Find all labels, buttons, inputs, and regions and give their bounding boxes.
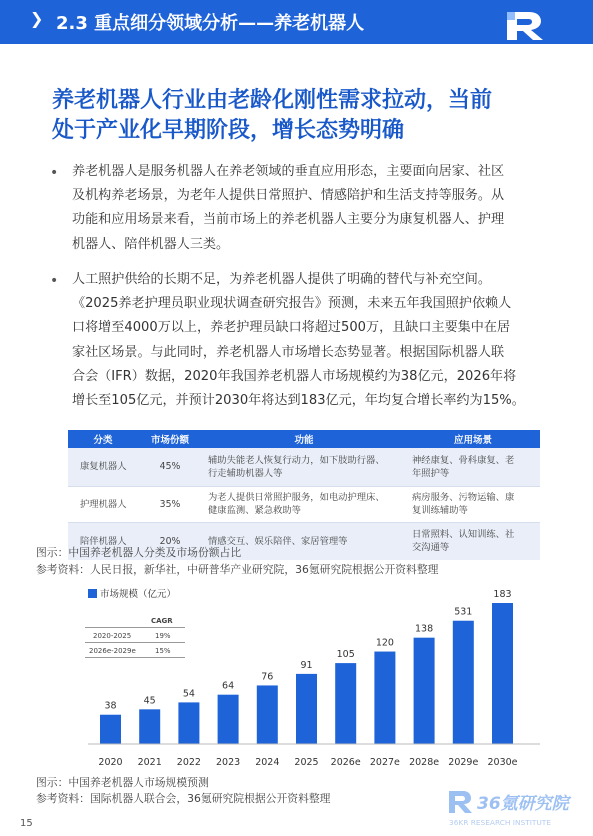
table-cell-scene [406,522,540,560]
table-header-category: 分类 [68,430,138,448]
paragraph-line: 家社区场景。与此同时，养老机器人市场增长态势显著。根据国际机器人联 [72,344,505,360]
bar-2020 [100,715,121,744]
bar-value-label: 105 [336,649,355,661]
x-tick-label: 2020 [98,757,123,768]
table-cell-function [202,486,406,522]
paragraph-2 [72,268,546,413]
paragraph-line: 机器人、陪伴机器人三类。 [72,236,230,252]
paragraph-line: 增长至105亿元，并预计2030年将达到183亿元，年均复合增长率约为15%。 [72,393,525,409]
cagr-row [85,643,185,658]
bar-2022 [178,702,199,744]
cagr-period: 2020-2025 [93,632,132,640]
table-header-function: 功能 [202,430,406,448]
cagr-header: CAGR [151,617,173,625]
table-cell-share: 45% [138,448,202,486]
paragraph-line: 功能和应用场景来看，当前市场上的养老机器人主要分为康复机器人、护理 [72,212,505,228]
bar-2027e [374,652,395,744]
cagr-header-row [85,613,185,628]
table-header-share: 市场份额 [138,430,202,448]
table-row [68,448,540,486]
cell-line: 神经康复、骨科康复、老 [412,454,515,466]
cagr-table [85,613,185,658]
headline-line-1: 养老机器人行业由老龄化刚性需求拉动，当前 [52,88,493,113]
bar-2026e [335,663,356,744]
chevron-right-icon: ❯ [30,9,44,28]
table-header-scene: 应用场景 [406,430,540,448]
robot-category-table [68,430,540,560]
paragraph-line: 及机构养老场景，为老年人提供日常照护、情感陪护和生活支持等服务。从 [72,188,505,204]
bar-2025 [296,674,317,744]
cell-line: 年照护等 [412,467,450,479]
paragraph-line: 《2025养老护理员职业现状调查研究报告》预测，未来五年我国照护依赖人 [72,296,512,312]
page-number: 15 [20,818,33,829]
paragraph-line: 口将增至4000万以上，养老护理员缺口将超过500万，且缺口主要集中在居 [72,320,511,336]
table-header-row [68,430,540,448]
chart-source: 参考资料：国际机器人联合会，36氪研究院根据公开资料整理 [36,792,331,805]
x-tick-label: 2024 [255,757,280,768]
watermark-r-icon [449,791,472,813]
cagr-period: 2026e-2029e [89,647,136,655]
bar-2030e [492,603,513,744]
table-row [68,486,540,522]
section-header-bar [0,0,593,44]
chart-caption: 图示：中国养老机器人市场规模预测 [36,776,209,789]
cell-line: 复训练辅助等 [412,505,468,516]
bar-2023 [218,695,239,744]
bar-value-label: 38 [104,700,117,712]
bar-value-label: 138 [415,623,434,635]
paragraph-1 [72,160,546,257]
cell-line: 情感交互、娱乐陪伴、家居管理等 [208,535,348,547]
bar-value-label: 91 [300,659,313,671]
cell-line: 病房服务、污物运输、康 [412,492,515,503]
x-tick-label: 2029e [448,757,479,768]
x-tick-label: 2027e [369,757,400,768]
section-title: 2.3 重点细分领域分析——养老机器人 [56,13,365,34]
bar-value-label: 120 [375,637,394,649]
x-tick-label: 2026e [330,757,361,768]
cell-line: 辅助失能老人恢复行动力，如下肢助行器、 [208,454,385,466]
table-cell-share: 35% [138,486,202,522]
table-cell-share: 20% [138,522,202,560]
table-cell-scene [406,448,540,486]
table-cell-function [202,448,406,486]
cell-line: 为老人提供日常照护服务，如电动护理床、 [208,492,385,503]
cagr-row [85,628,185,643]
table-cell-category: 陪伴机器人 [68,522,138,560]
legend-label: 市场规模（亿元） [100,589,177,600]
bar-2028e [414,638,435,744]
paragraph-line: 合会（IFR）数据，2020年我国养老机器人市场规模约为38亿元，2026年将 [72,368,517,384]
table-cell-category: 护理机器人 [68,486,138,522]
paragraph-line: 人工照护供给的长期不足，为养老机器人提供了明确的替代与补充空间。 [72,272,491,287]
bar-value-label: 531 [454,606,473,618]
cell-line: 健康监测、紧急救助等 [208,505,301,516]
bar-2029e [453,621,474,744]
bar-value-label: 45 [143,695,156,707]
x-tick-label: 2025 [294,757,319,768]
watermark-logo [445,787,585,831]
r-logo-icon [503,8,547,42]
cell-line: 行走辅助机器人等 [208,467,283,479]
page-headline [52,86,552,146]
chart-legend [88,588,176,600]
x-tick-label: 2023 [216,757,241,768]
headline-line-2: 处于产业化早期阶段，增长态势明确 [52,118,405,143]
cagr-value: 19% [155,632,171,640]
x-tick-label: 2022 [176,757,201,768]
table-cell-category: 康复机器人 [68,448,138,486]
bar-value-label: 54 [182,688,195,700]
cell-line: 日常照料、认知训练、社 [412,529,515,541]
bullet-marker: • [50,165,59,181]
watermark-text: 36氪研究院 [477,794,569,814]
legend-swatch [88,589,97,598]
bullet-marker: • [50,273,59,289]
table-caption: 图示：中国养老机器人分类及市场份额占比 [36,546,242,559]
table-cell-scene [406,486,540,522]
x-tick-label: 2028e [409,757,440,768]
cagr-value: 15% [155,647,171,655]
bar-value-label: 64 [222,680,235,692]
bar-2021 [139,709,160,744]
market-size-bar-chart [60,578,560,774]
bar-value-label: 183 [493,589,512,600]
x-tick-label: 2021 [137,757,162,768]
watermark-subtext: 36KR RESEARCH INSTITUTE [449,818,551,827]
x-tick-label: 2030e [487,757,518,768]
table-source: 参考资料：人民日报，新华社，中研普华产业研究院，36氪研究院根据公开资料整理 [36,563,439,576]
paragraph-line: 养老机器人是服务机器人在养老领域的垂直应用形态，主要面向居家、社区 [72,164,505,179]
bar-2024 [257,685,278,744]
bar-value-label: 76 [261,671,274,683]
cell-line: 交沟通等 [412,542,450,554]
